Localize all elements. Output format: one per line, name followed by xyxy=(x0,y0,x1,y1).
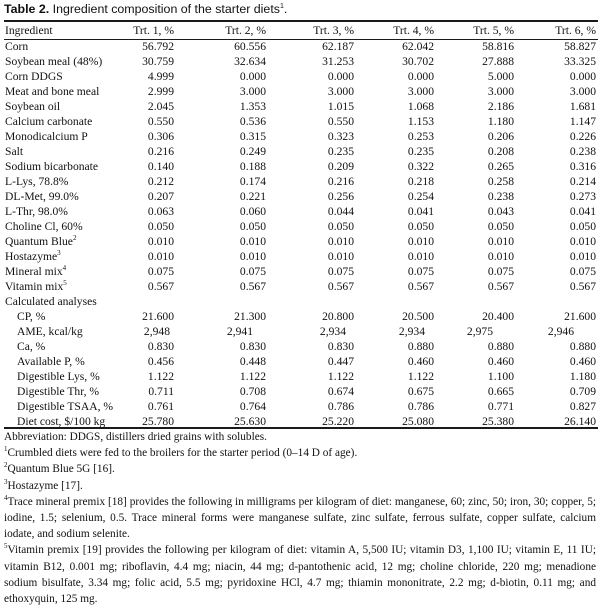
footnote-2 xyxy=(4,461,596,477)
row-label-text: Diet cost, $/100 kg xyxy=(17,415,106,428)
table-title-text: Ingredient composition of the starter diets xyxy=(52,2,280,16)
value-cell-trt6: 1.681 xyxy=(569,100,596,113)
row-label-text: Quantum Blue xyxy=(5,235,73,248)
footnote-4-mark: 4 xyxy=(4,494,8,503)
value-cell-trt4: 3.000 xyxy=(407,85,434,98)
top-rule xyxy=(4,20,598,22)
column-header-trt5: Trt. 5, % xyxy=(473,24,514,37)
value-cell-trt6: 1.180 xyxy=(569,370,596,383)
table-label: Table 2. xyxy=(4,2,50,16)
title-period: . xyxy=(283,2,288,16)
calculated-analyses-label: Calculated analyses xyxy=(5,295,97,308)
value-cell-trt6: 0.041 xyxy=(569,205,596,218)
value-cell-trt2: 0.567 xyxy=(239,280,266,293)
value-cell-trt3: 62.187 xyxy=(322,40,354,53)
value-cell-trt6: 0.827 xyxy=(569,400,596,413)
table-footnotes xyxy=(4,429,596,607)
value-cell-trt6: 0.460 xyxy=(569,355,596,368)
ingredient-row xyxy=(0,39,600,54)
row-label xyxy=(5,205,68,218)
row-label xyxy=(17,400,113,413)
value-cell-trt2: 1.122 xyxy=(239,370,266,383)
value-cell-trt6: 0.010 xyxy=(569,250,596,263)
column-header-trt2: Trt. 2, % xyxy=(225,24,266,37)
ingredient-row xyxy=(0,69,600,84)
value-cell-trt6: 0.238 xyxy=(569,145,596,158)
ingredient-row xyxy=(0,264,600,279)
row-label-text: Soybean oil xyxy=(5,100,61,113)
footnote-2-text: Quantum Blue 5G [16]. xyxy=(7,463,115,476)
value-cell-trt4: 0.235 xyxy=(407,145,434,158)
column-header-ingredient: Ingredient xyxy=(5,24,53,37)
value-cell-trt5: 0.265 xyxy=(487,160,514,173)
value-cell-trt5: 2,975 xyxy=(466,325,493,338)
value-cell-trt2: 60.556 xyxy=(234,40,266,53)
row-label xyxy=(17,385,99,398)
row-label xyxy=(5,40,28,53)
value-cell-trt4: 0.786 xyxy=(407,400,434,413)
row-label xyxy=(5,250,61,263)
value-cell-trt5: 0.238 xyxy=(487,190,514,203)
value-cell-trt1: 0.761 xyxy=(147,400,174,413)
value-cell-trt4: 0.567 xyxy=(407,280,434,293)
value-cell-trt3: 0.075 xyxy=(327,265,354,278)
row-label-text: Calcium carbonate xyxy=(5,115,93,128)
column-header-trt1: Trt. 1, % xyxy=(133,24,174,37)
value-cell-trt1: 0.212 xyxy=(147,175,174,188)
value-cell-trt6: 0.050 xyxy=(569,220,596,233)
row-label-text: Digestible Lys, % xyxy=(17,370,100,383)
value-cell-trt5: 25.380 xyxy=(482,415,514,428)
value-cell-trt2: 0.075 xyxy=(239,265,266,278)
value-cell-trt4: 0.322 xyxy=(407,160,434,173)
ingredient-table xyxy=(0,23,600,429)
value-cell-trt6: 0.226 xyxy=(569,130,596,143)
value-cell-trt1: 2.045 xyxy=(147,100,174,113)
row-label xyxy=(5,145,23,158)
value-cell-trt4: 2,934 xyxy=(398,325,425,338)
value-cell-trt5: 0.771 xyxy=(487,400,514,413)
ingredient-row xyxy=(0,54,600,69)
value-cell-trt5: 0.010 xyxy=(487,250,514,263)
value-cell-trt1: 56.792 xyxy=(142,40,174,53)
value-cell-trt2: 2,941 xyxy=(226,325,253,338)
calculated-row xyxy=(0,384,600,399)
ingredient-row xyxy=(0,249,600,264)
value-cell-trt6: 1.147 xyxy=(569,115,596,128)
value-cell-trt4: 20.500 xyxy=(402,310,434,323)
row-label-text: Monodicalcium P xyxy=(5,130,88,143)
value-cell-trt3: 0.674 xyxy=(327,385,354,398)
value-cell-trt4: 25.080 xyxy=(402,415,434,428)
row-label-text: Meat and bone meal xyxy=(5,85,100,98)
value-cell-trt1: 25.780 xyxy=(142,415,174,428)
row-label-text: Corn DDGS xyxy=(5,70,63,83)
row-label xyxy=(5,280,67,293)
value-cell-trt2: 0.708 xyxy=(239,385,266,398)
row-footnote-mark: 5 xyxy=(63,279,67,288)
ingredient-row xyxy=(0,234,600,249)
value-cell-trt5: 0.206 xyxy=(487,130,514,143)
abbreviation-note: Abbreviation: DDGS, distillers dried grains with solubles. xyxy=(4,431,267,443)
value-cell-trt3: 20.800 xyxy=(322,310,354,323)
value-cell-trt3: 0.044 xyxy=(327,205,354,218)
value-cell-trt5: 0.880 xyxy=(487,340,514,353)
row-label-text: Available P, % xyxy=(17,355,85,368)
calculated-row xyxy=(0,324,600,339)
value-cell-trt3: 0.323 xyxy=(327,130,354,143)
value-cell-trt6: 3.000 xyxy=(569,85,596,98)
footnote-5-mark: 5 xyxy=(4,542,8,551)
calculated-row xyxy=(0,339,600,354)
value-cell-trt3: 0.050 xyxy=(327,220,354,233)
value-cell-trt2: 0.010 xyxy=(239,250,266,263)
value-cell-trt4: 1.068 xyxy=(407,100,434,113)
value-cell-trt3: 0.256 xyxy=(327,190,354,203)
value-cell-trt4: 0.000 xyxy=(407,70,434,83)
row-label xyxy=(5,235,76,248)
calculated-row xyxy=(0,399,600,414)
value-cell-trt1: 1.122 xyxy=(147,370,174,383)
row-label-text: L-Thr, 98.0% xyxy=(5,205,68,218)
value-cell-trt1: 0.550 xyxy=(147,115,174,128)
value-cell-trt6: 0.273 xyxy=(569,190,596,203)
value-cell-trt5: 20.400 xyxy=(482,310,514,323)
value-cell-trt3: 31.253 xyxy=(322,55,354,68)
value-cell-trt1: 0.567 xyxy=(147,280,174,293)
ingredient-row xyxy=(0,114,600,129)
value-cell-trt6: 0.075 xyxy=(569,265,596,278)
value-cell-trt3: 0.786 xyxy=(327,400,354,413)
footnote-5 xyxy=(4,542,596,607)
row-label xyxy=(17,310,45,323)
value-cell-trt5: 1.180 xyxy=(487,115,514,128)
value-cell-trt3: 2,934 xyxy=(319,325,346,338)
ingredient-row xyxy=(0,219,600,234)
row-label xyxy=(5,55,102,68)
value-cell-trt4: 62.042 xyxy=(402,40,434,53)
value-cell-trt2: 0.174 xyxy=(239,175,266,188)
row-label xyxy=(5,85,99,98)
value-cell-trt3: 0.567 xyxy=(327,280,354,293)
row-label-text: Sodium bicarbonate xyxy=(5,160,99,173)
value-cell-trt1: 2.999 xyxy=(147,85,174,98)
value-cell-trt1: 0.711 xyxy=(148,385,174,398)
value-cell-trt2: 0.221 xyxy=(239,190,266,203)
row-label xyxy=(5,175,68,188)
column-header-trt3: Trt. 3, % xyxy=(313,24,354,37)
value-cell-trt6: 21.600 xyxy=(564,310,596,323)
ingredient-row xyxy=(0,144,600,159)
row-label-text: Digestible TSAA, % xyxy=(17,400,114,413)
value-cell-trt2: 0.010 xyxy=(239,235,266,248)
footnote-3-mark: 3 xyxy=(4,477,8,486)
value-cell-trt6: 0.567 xyxy=(569,280,596,293)
row-label-text: Ca, % xyxy=(17,340,46,353)
value-cell-trt5: 0.665 xyxy=(487,385,514,398)
value-cell-trt4: 0.041 xyxy=(407,205,434,218)
column-header-trt4: Trt. 4, % xyxy=(393,24,434,37)
row-label xyxy=(5,220,83,233)
value-cell-trt5: 0.043 xyxy=(487,205,514,218)
row-label xyxy=(17,415,105,428)
value-cell-trt5: 27.888 xyxy=(482,55,514,68)
value-cell-trt1: 0.207 xyxy=(147,190,174,203)
row-label-text: Soybean meal (48%) xyxy=(5,55,103,68)
value-cell-trt5: 0.460 xyxy=(487,355,514,368)
row-label xyxy=(5,265,66,278)
row-label xyxy=(17,340,45,353)
value-cell-trt3: 25.220 xyxy=(322,415,354,428)
value-cell-trt6: 0.709 xyxy=(569,385,596,398)
row-label xyxy=(17,325,83,338)
value-cell-trt5: 0.208 xyxy=(487,145,514,158)
value-cell-trt2: 3.000 xyxy=(239,85,266,98)
value-cell-trt3: 0.216 xyxy=(327,175,354,188)
value-cell-trt1: 0.140 xyxy=(147,160,174,173)
footnote-4-text: Trace mineral premix [18] provides the following in milligrams per kilogram of diet: manganese, 60; zinc, 50; iron, 30; copper, 5; iodine, 1.5; selenium, 0.5. Trace mineral forms were manganese sulfate, zinc sulfate, ferrous sulfate, copper sulfate, calcium iodate, and sodium selenite. xyxy=(4,495,596,541)
row-label xyxy=(5,130,88,143)
value-cell-trt2: 0.188 xyxy=(239,160,266,173)
calculated-row xyxy=(0,354,600,369)
row-footnote-mark: 4 xyxy=(62,264,67,273)
row-label xyxy=(17,370,100,383)
value-cell-trt3: 1.015 xyxy=(327,100,354,113)
value-cell-trt4: 0.254 xyxy=(407,190,434,203)
value-cell-trt2: 0.050 xyxy=(239,220,266,233)
row-label xyxy=(17,355,85,368)
value-cell-trt3: 0.000 xyxy=(327,70,354,83)
row-label-text: AME, kcal/kg xyxy=(17,325,83,338)
footnote-1 xyxy=(4,445,596,461)
value-cell-trt6: 0.214 xyxy=(569,175,596,188)
header-row xyxy=(0,23,600,39)
row-label-text: DL-Met, 99.0% xyxy=(5,190,79,203)
value-cell-trt1: 2,948 xyxy=(143,325,170,338)
value-cell-trt2: 1.353 xyxy=(239,100,266,113)
value-cell-trt5: 5.000 xyxy=(487,70,514,83)
value-cell-trt5: 58.816 xyxy=(482,40,514,53)
value-cell-trt4: 0.010 xyxy=(407,235,434,248)
value-cell-trt2: 0.315 xyxy=(239,130,266,143)
value-cell-trt3: 0.447 xyxy=(327,355,354,368)
value-cell-trt2: 0.448 xyxy=(239,355,266,368)
value-cell-trt2: 0.060 xyxy=(239,205,266,218)
value-cell-trt5: 0.010 xyxy=(487,235,514,248)
value-cell-trt1: 0.456 xyxy=(147,355,174,368)
value-cell-trt6: 0.010 xyxy=(569,235,596,248)
row-label-text: Corn xyxy=(5,40,29,53)
row-label-text: Hostazyme xyxy=(5,250,58,263)
value-cell-trt3: 1.122 xyxy=(327,370,354,383)
value-cell-trt3: 0.209 xyxy=(327,160,354,173)
value-cell-trt6: 2,946 xyxy=(547,325,574,338)
calculated-row xyxy=(0,369,600,384)
value-cell-trt3: 0.010 xyxy=(327,235,354,248)
table-body xyxy=(0,39,600,429)
value-cell-trt6: 0.880 xyxy=(569,340,596,353)
row-label-text: Vitamin mix xyxy=(5,280,64,293)
footnote-1-text: Crumbled diets were fed to the broilers for the starter period (0–14 D of age). xyxy=(7,447,358,460)
value-cell-trt4: 0.050 xyxy=(407,220,434,233)
row-label xyxy=(5,70,63,83)
footnote-4 xyxy=(4,494,596,543)
row-label xyxy=(5,190,79,203)
ingredient-row xyxy=(0,99,600,114)
table-title xyxy=(4,2,287,16)
value-cell-trt6: 26.140 xyxy=(564,415,596,428)
column-header-trt6: Trt. 6, % xyxy=(555,24,596,37)
row-footnote-mark: 3 xyxy=(57,249,61,258)
ingredient-row xyxy=(0,84,600,99)
value-cell-trt5: 2.186 xyxy=(487,100,514,113)
value-cell-trt2: 0.764 xyxy=(239,400,266,413)
footnote-1-mark: 1 xyxy=(4,445,8,454)
calculated-row xyxy=(0,309,600,324)
value-cell-trt6: 58.827 xyxy=(564,40,596,53)
calculated-row xyxy=(0,414,600,429)
title-footnote-mark: 1 xyxy=(279,2,284,10)
footnote-3-text: Hostazyme [17]. xyxy=(7,479,83,492)
ingredient-row xyxy=(0,159,600,174)
value-cell-trt5: 3.000 xyxy=(487,85,514,98)
value-cell-trt2: 32.634 xyxy=(234,55,266,68)
value-cell-trt4: 0.218 xyxy=(407,175,434,188)
row-label-text: Digestible Thr, % xyxy=(17,385,100,398)
ingredient-row xyxy=(0,189,600,204)
value-cell-trt5: 1.100 xyxy=(487,370,514,383)
calculated-analyses-header xyxy=(0,294,600,309)
row-label xyxy=(5,115,92,128)
value-cell-trt3: 0.235 xyxy=(327,145,354,158)
value-cell-trt6: 33.325 xyxy=(564,55,596,68)
row-label-text: Mineral mix xyxy=(5,265,63,278)
row-label-text: Choline Cl, 60% xyxy=(5,220,83,233)
value-cell-trt1: 0.830 xyxy=(147,340,174,353)
ingredient-row xyxy=(0,129,600,144)
ingredient-row xyxy=(0,204,600,219)
value-cell-trt2: 25.630 xyxy=(234,415,266,428)
value-cell-trt1: 0.010 xyxy=(147,250,174,263)
value-cell-trt1: 0.216 xyxy=(147,145,174,158)
value-cell-trt1: 0.075 xyxy=(147,265,174,278)
value-cell-trt1: 0.050 xyxy=(147,220,174,233)
value-cell-trt6: 0.000 xyxy=(569,70,596,83)
value-cell-trt4: 0.460 xyxy=(407,355,434,368)
value-cell-trt2: 21.300 xyxy=(234,310,266,323)
row-label-text: L-Lys, 78.8% xyxy=(5,175,69,188)
row-label-text: Salt xyxy=(5,145,24,158)
value-cell-trt4: 0.075 xyxy=(407,265,434,278)
footnote-5-text: Vitamin premix [19] provides the following per kilogram of diet: vitamin A, 5,500 IU; vitamin D3, 1,100 IU; vitamin E, 11 IU; vitamin B12, 0.001 mg; riboflavin, 4.4 mg; niacin, 44 mg; d-pantothenic acid, 12 mg; choline chloride, 220 mg; menadione sodium bisulfate, 3.34 mg; folic acid, 5.5 mg; pyridoxine HCl, 4.7 mg; thiamin mononitrate, 2.2 mg; d-biotin, 0.11 mg; and ethoxyquin, 125 mg. xyxy=(4,544,596,606)
value-cell-trt4: 0.253 xyxy=(407,130,434,143)
value-cell-trt2: 0.830 xyxy=(239,340,266,353)
value-cell-trt3: 0.830 xyxy=(327,340,354,353)
value-cell-trt1: 0.010 xyxy=(147,235,174,248)
value-cell-trt4: 0.010 xyxy=(407,250,434,263)
value-cell-trt6: 0.316 xyxy=(569,160,596,173)
value-cell-trt1: 0.063 xyxy=(147,205,174,218)
value-cell-trt4: 1.153 xyxy=(407,115,434,128)
row-label xyxy=(5,100,60,113)
value-cell-trt5: 0.258 xyxy=(487,175,514,188)
value-cell-trt3: 0.010 xyxy=(327,250,354,263)
value-cell-trt5: 0.075 xyxy=(487,265,514,278)
value-cell-trt1: 0.306 xyxy=(147,130,174,143)
value-cell-trt4: 30.702 xyxy=(402,55,434,68)
ingredient-row xyxy=(0,279,600,294)
value-cell-trt1: 21.600 xyxy=(142,310,174,323)
row-label-text: CP, % xyxy=(17,310,46,323)
value-cell-trt5: 0.567 xyxy=(487,280,514,293)
value-cell-trt3: 0.550 xyxy=(327,115,354,128)
row-label xyxy=(5,160,98,173)
value-cell-trt4: 0.675 xyxy=(407,385,434,398)
value-cell-trt2: 0.000 xyxy=(239,70,266,83)
value-cell-trt4: 1.122 xyxy=(407,370,434,383)
footnote-2-mark: 2 xyxy=(4,461,8,470)
value-cell-trt2: 0.249 xyxy=(239,145,266,158)
value-cell-trt2: 0.536 xyxy=(239,115,266,128)
row-footnote-mark: 2 xyxy=(72,234,77,243)
ingredient-row xyxy=(0,174,600,189)
footnote-3 xyxy=(4,478,596,494)
value-cell-trt1: 4.999 xyxy=(147,70,174,83)
value-cell-trt5: 0.050 xyxy=(487,220,514,233)
value-cell-trt4: 0.880 xyxy=(407,340,434,353)
value-cell-trt3: 3.000 xyxy=(327,85,354,98)
value-cell-trt1: 30.759 xyxy=(142,55,174,68)
